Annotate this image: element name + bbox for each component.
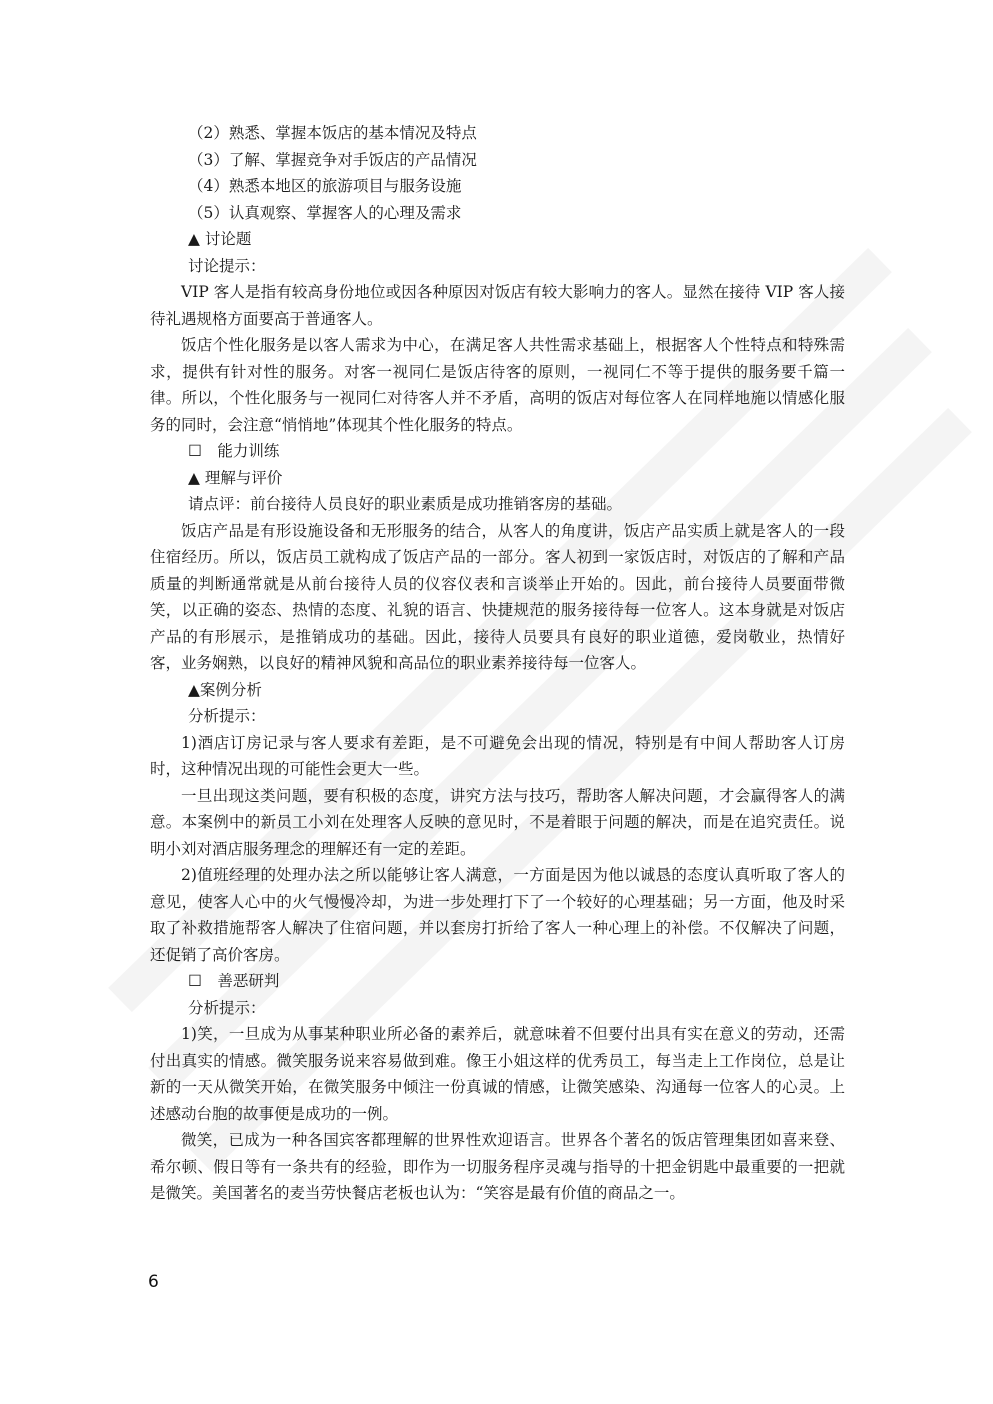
section-line: 讨论提示：: [188, 256, 266, 275]
section-line: ☐ 能力训练: [188, 442, 280, 460]
section-line: 请点评：前台接待人员良好的职业素质是成功推销客房的基础。: [188, 495, 623, 513]
paragraph: 1)笑，一旦成为从事某种职业所必备的素养后，就意味着不但要付出具有实在意义的劳动，还需付出真实的情感。微笑服务说来容易做到难。像王小姐这样的优秀员工，每当走上工作岗位，总是让新的一天从微笑开始，在微笑服务中倾注一份真诚的情感，让微笑感染、沟通每一位客人的心灵。上述感动台胞的故事便是成功的一例。: [150, 1025, 845, 1123]
page-number: 6: [148, 1272, 159, 1292]
document-body: [150, 120, 845, 1207]
paragraph: VIP 客人是指有较高身份地位或因各种原因对饭店有较大影响力的客人。显然在接待 VIP 客人接待礼遇规格方面要高于普通客人。: [150, 283, 845, 328]
paragraph: 饭店个性化服务是以客人需求为中心，在满足客人共性需求基础上，根据客人个性特点和特殊需求，提供有针对性的服务。对客一视同仁是饭店待客的原则，一视同仁不等于提供的服务要千篇一律。所以，个性化服务与一视同仁对待客人并不矛盾，高明的饭店对每位客人在同样地施以情感化服务的同时，会注意“悄悄地”体现其个性化服务的特点。: [150, 336, 845, 434]
list-item: （4）熟悉本地区的旅游项目与服务设施: [188, 177, 462, 195]
list-item: （5）认真观察、掌握客人的心理及需求: [188, 203, 462, 222]
section-line: ▲ 讨论题: [188, 230, 252, 248]
paragraph: 一旦出现这类问题，要有积极的态度，讲究方法与技巧，帮助客人解决问题，才会赢得客人的满意。本案例中的新员工小刘在处理客人反映的意见时，不是着眼于问题的解决，而是在追究责任。说明小刘对酒店服务理念的理解还有一定的差距。: [150, 786, 845, 858]
section-line: ☐ 善恶研判: [188, 972, 280, 990]
paragraph: 1)酒店订房记录与客人要求有差距，是不可避免会出现的情况，特别是有中间人帮助客人订房时，这种情况出现的可能性会更大一些。: [150, 733, 845, 778]
paragraph: 2)值班经理的处理办法之所以能够让客人满意，一方面是因为他以诚恳的态度认真听取了客人的意见，使客人心中的火气慢慢冷却，为进一步处理打下了一个较好的心理基础；另一方面，他及时采取了补救措施帮客人解决了住宿问题，并以套房打折给了客人一种心理上的补偿。不仅解决了问题，还促销了高价客房。: [150, 866, 845, 964]
list-item: （2）熟悉、掌握本饭店的基本情况及特点: [188, 124, 477, 142]
section-line: 分析提示：: [188, 998, 266, 1017]
section-line: 分析提示：: [188, 707, 266, 725]
list-item: （3）了解、掌握竞争对手饭店的产品情况: [188, 150, 477, 169]
paragraph: 微笑，已成为一种各国宾客都理解的世界性欢迎语言。世界各个著名的饭店管理集团如喜来登、希尔顿、假日等有一条共有的经验，即作为一切服务程序灵魂与指导的十把金钥匙中最重要的一把就是微笑。美国著名的麦当劳快餐店老板也认为：“笑容是最有价值的商品之一。: [150, 1131, 845, 1202]
paragraph: 饭店产品是有形设施设备和无形服务的结合，从客人的角度讲，饭店产品实质上就是客人的一段住宿经历。所以，饭店员工就构成了饭店产品的一部分。客人初到一家饭店时，对饭店的了解和产品质量的判断通常就是从前台接待人员的仪容仪表和言谈举止开始的。因此，前台接待人员要面带微笑，以正确的姿态、热情的态度、礼貌的语言、快捷规范的服务接待每一位客人。这本身就是对饭店产品的有形展示，是推销成功的基础。因此，接待人员要具有良好的职业道德，爱岗敬业，热情好客，业务娴熟，以良好的精神风貌和高品位的职业素养接待每一位客人。: [150, 521, 845, 672]
section-line: ▲案例分析: [188, 680, 262, 699]
section-line: ▲ 理解与评价: [188, 468, 283, 487]
